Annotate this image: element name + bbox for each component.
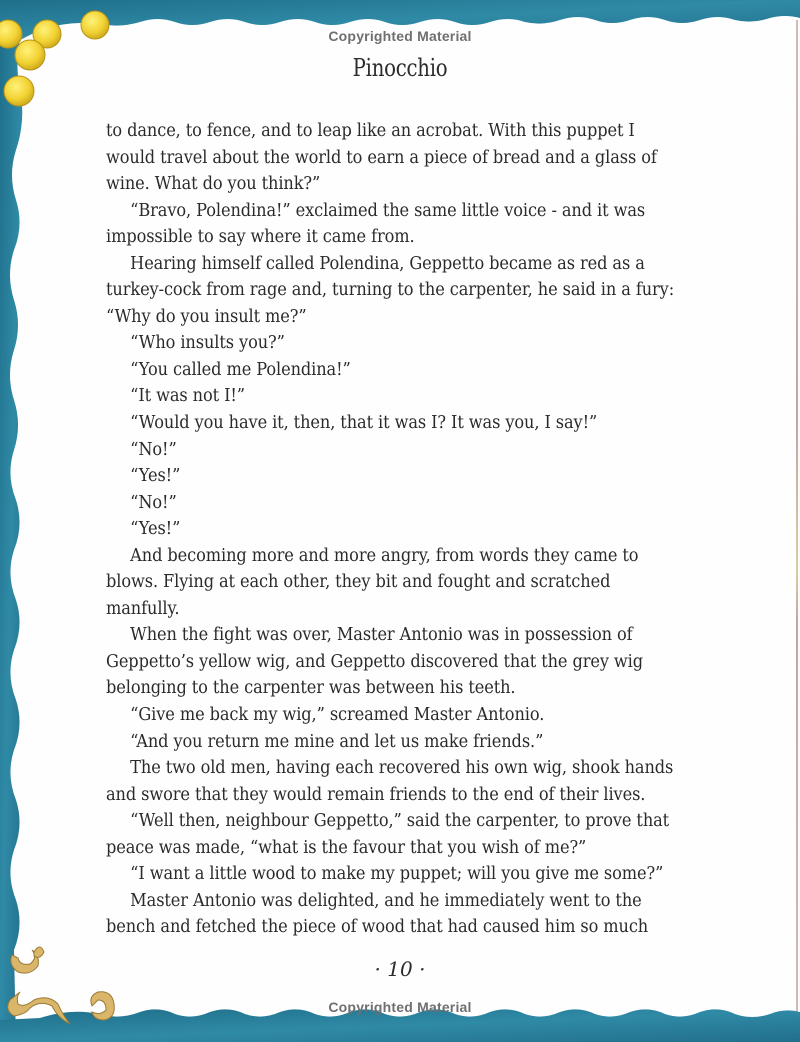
text-line: And becoming more and more angry, from words they came to — [130, 545, 639, 566]
text-line: “Give me back my wig,” screamed Master Antonio. — [130, 705, 545, 726]
text-line: The two old men, having each recovered his own wig, shook hands — [130, 758, 674, 779]
text-line: “I want a little wood to make my puppet; will you give me some?” — [130, 864, 664, 885]
gold-coin — [4, 76, 34, 106]
text-line: “Yes!” — [130, 519, 181, 540]
text-line: “Bravo, Polendina!” exclaimed the same little voice - and it was — [130, 200, 646, 221]
text-line: “Well then, neighbour Geppetto,” said the carpenter, to prove that — [130, 811, 670, 832]
text-line: When the fight was over, Master Antonio was in possession of — [130, 625, 633, 646]
text-line: “Yes!” — [130, 466, 181, 487]
text-line: “No!” — [130, 439, 177, 460]
text-line: peace was made, “what is the favour that you wish of me?” — [106, 837, 587, 858]
copyright-watermark-top: Copyrighted Material — [328, 28, 472, 44]
text-line: to dance, to fence, and to leap like an acrobat. With this puppet I — [106, 121, 635, 141]
copyright-watermark-bottom: Copyrighted Material — [328, 999, 472, 1015]
text-line: belonging to the carpenter was between his teeth. — [106, 678, 516, 699]
text-line: “Who insults you?” — [130, 333, 285, 354]
text-line: “You called me Polendina!” — [130, 359, 351, 380]
text-line: “It was not I!” — [130, 386, 245, 407]
body-text — [106, 118, 706, 941]
text-line: Hearing himself called Polendina, Geppetto became as red as a — [130, 253, 645, 274]
text-line: “Why do you insult me?” — [106, 306, 307, 327]
gold-coin — [15, 40, 45, 70]
wood-shaving — [34, 947, 44, 957]
text-line: wine. What do you think?” — [106, 174, 321, 195]
running-head-title: Pinocchio — [352, 54, 448, 82]
text-line: turkey-cock from rage and, turning to the carpenter, he said in a fury: — [106, 280, 675, 301]
text-line: impossible to say where it came from. — [106, 227, 415, 248]
left-wave-border — [0, 30, 22, 1042]
text-line: would travel about the world to earn a piece of bread and a glass of — [106, 147, 657, 168]
text-line: manfully. — [106, 598, 180, 619]
page-number: · 10 · — [374, 957, 426, 981]
text-line: Master Antonio was delighted, and he immediately went to the — [130, 890, 642, 911]
text-line: Geppetto’s yellow wig, and Geppetto discovered that the grey wig — [106, 651, 644, 672]
text-line: bench and fetched the piece of wood that had caused him so much — [106, 917, 649, 938]
text-line: blows. Flying at each other, they bit and fought and scratched — [106, 572, 611, 593]
text-line: and swore that they would remain friends to the end of their lives. — [106, 784, 646, 805]
text-line: “No!” — [130, 492, 177, 513]
text-line: “And you return me mine and let us make friends.” — [130, 731, 544, 752]
text-line: “Would you have it, then, that it was I? It was you, I say!” — [130, 413, 598, 434]
